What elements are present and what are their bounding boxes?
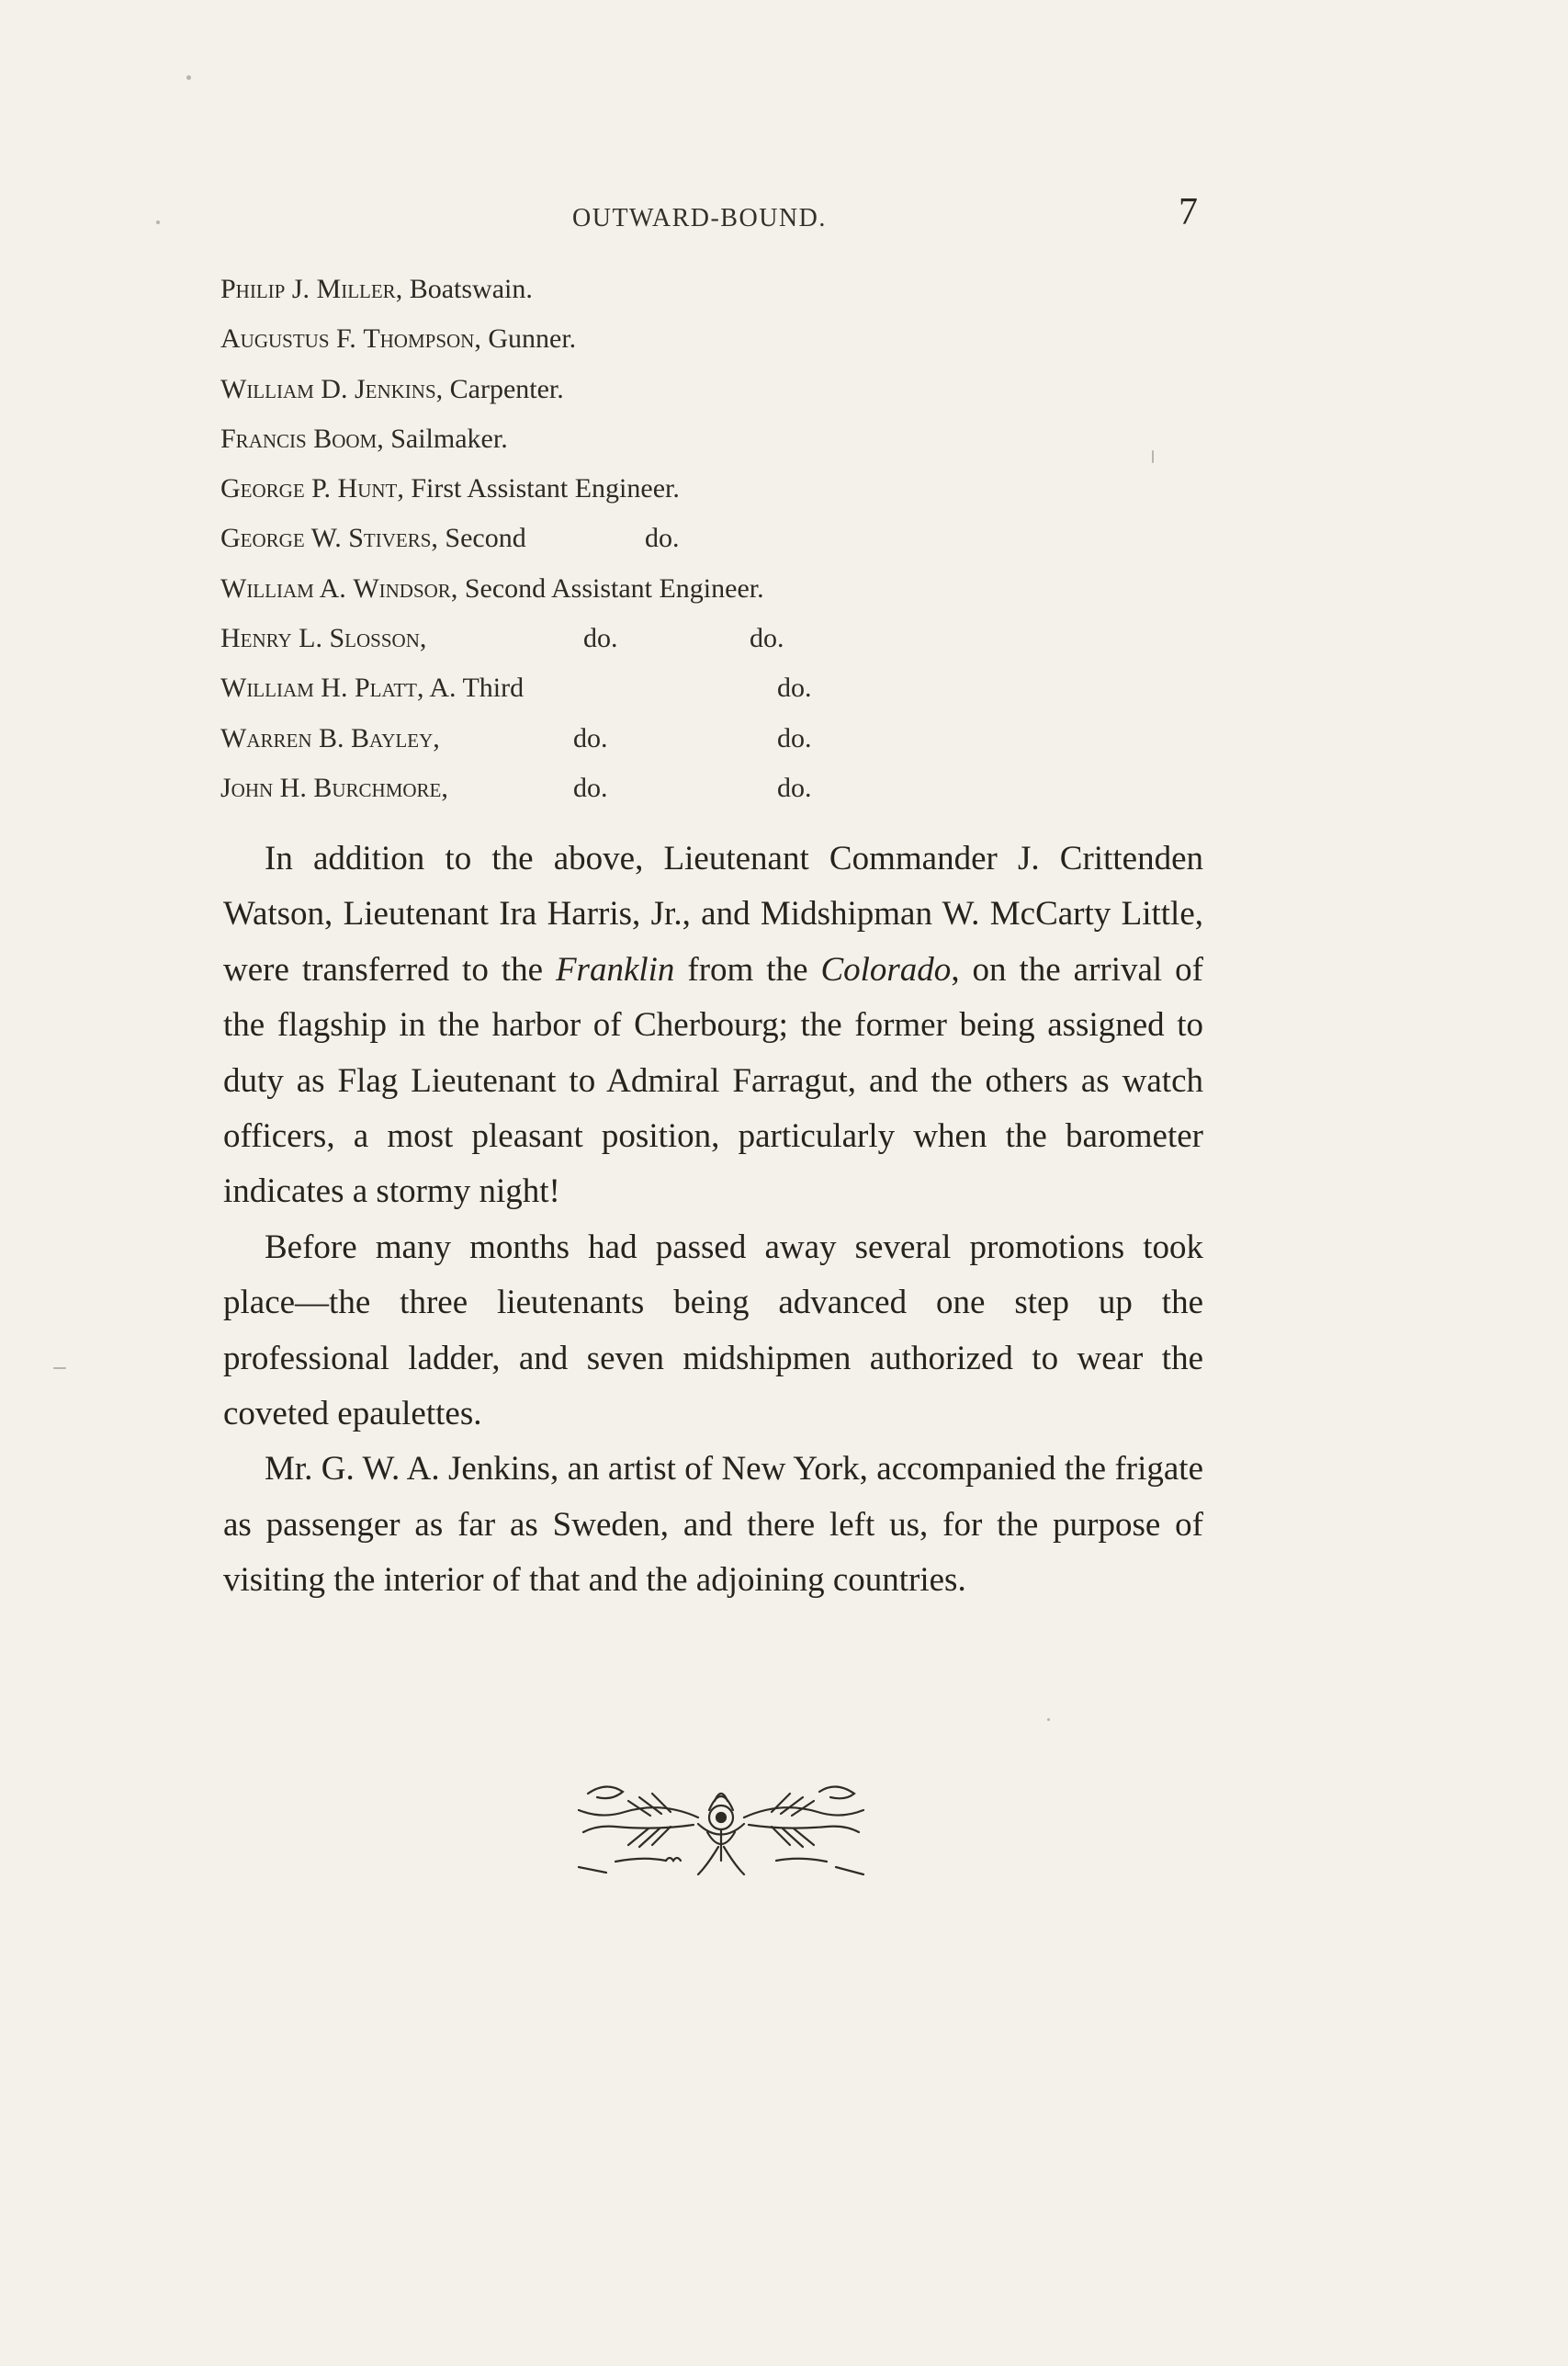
running-head: OUTWARD-BOUND.	[572, 204, 827, 232]
roster-entry: William H. Platt, A. Third	[220, 673, 525, 704]
ditto-mark: do.	[777, 722, 812, 753]
crew-roster	[220, 271, 1139, 820]
ditto-mark: do.	[583, 623, 618, 654]
roster-entry: William D. Jenkins, Carpenter.	[220, 373, 564, 404]
ditto-mark: do.	[750, 623, 784, 654]
roster-entry: John H. Burchmore,	[220, 772, 448, 803]
page-number: 7	[1179, 191, 1198, 233]
paper-speck	[1152, 450, 1154, 463]
ship-name-franklin: Franklin	[555, 950, 675, 989]
ship-name-colorado: Colorado	[820, 950, 952, 989]
ditto-mark: do.	[777, 772, 812, 803]
body-text	[223, 832, 1203, 1609]
roster-entry: Francis Boom, Sailmaker.	[220, 423, 508, 454]
roster-row	[220, 520, 1139, 570]
paper-speck	[186, 75, 191, 80]
roster-row	[220, 670, 1139, 719]
paragraph-passenger: Mr. G. W. A. Jenkins, an artist of New York, accompanied the frigate as passenger as far as Sweden, and there left us, for the purpose of visiting the interior of that and the adjoining countries.	[223, 1450, 1203, 1600]
roster-row	[220, 620, 1139, 670]
roster-row	[220, 371, 1139, 421]
roster-row	[220, 421, 1139, 470]
roster-row	[220, 470, 1139, 520]
roster-entry: George P. Hunt, First Assistant Engineer.	[220, 473, 680, 504]
roster-row	[220, 321, 1139, 370]
ditto-mark: do.	[573, 772, 608, 803]
paper-speck	[1047, 1718, 1050, 1721]
paper-speck	[53, 1367, 66, 1369]
ditto-mark: do.	[777, 673, 812, 704]
floral-tailpiece-icon	[560, 1773, 882, 1884]
roster-row	[220, 770, 1139, 820]
roster-entry: Philip J. Miller, Boatswain.	[220, 274, 533, 304]
roster-entry: Henry L. Slosson,	[220, 623, 427, 654]
roster-entry: George W. Stivers, Second	[220, 523, 526, 554]
ditto-mark: do.	[573, 722, 608, 753]
roster-row	[220, 571, 1139, 620]
paragraph-transfers: In addition to the above, Lieutenant Commander J. Crittenden Watson, Lieutenant Ira Harris, Jr., and Midshipman W. McCarty Little, were transferred to the Franklin from the Colorado, on the arrival of the flagship in the harbor of Cherbourg; the former being assigned to duty as Flag Lieutenant to Admiral Farragut, and the others as watch officers, a most pleasant position, particularly when the barometer indicates a stormy night!	[223, 840, 1203, 1211]
roster-entry: William A. Windsor, Second Assistant Engineer.	[220, 572, 764, 604]
roster-entry: Warren B. Bayley,	[220, 722, 440, 753]
roster-entry: Augustus F. Thompson, Gunner.	[220, 323, 577, 355]
paper-speck	[156, 221, 160, 224]
roster-row	[220, 271, 1139, 321]
ditto-mark: do.	[645, 523, 680, 554]
roster-row	[220, 720, 1139, 770]
paragraph-promotions: Before many months had passed away several promotions took place—the three lieutenants being advanced one step up the professional ladder, and seven midshipmen authorized to wear the coveted epaulettes.	[223, 1228, 1203, 1433]
